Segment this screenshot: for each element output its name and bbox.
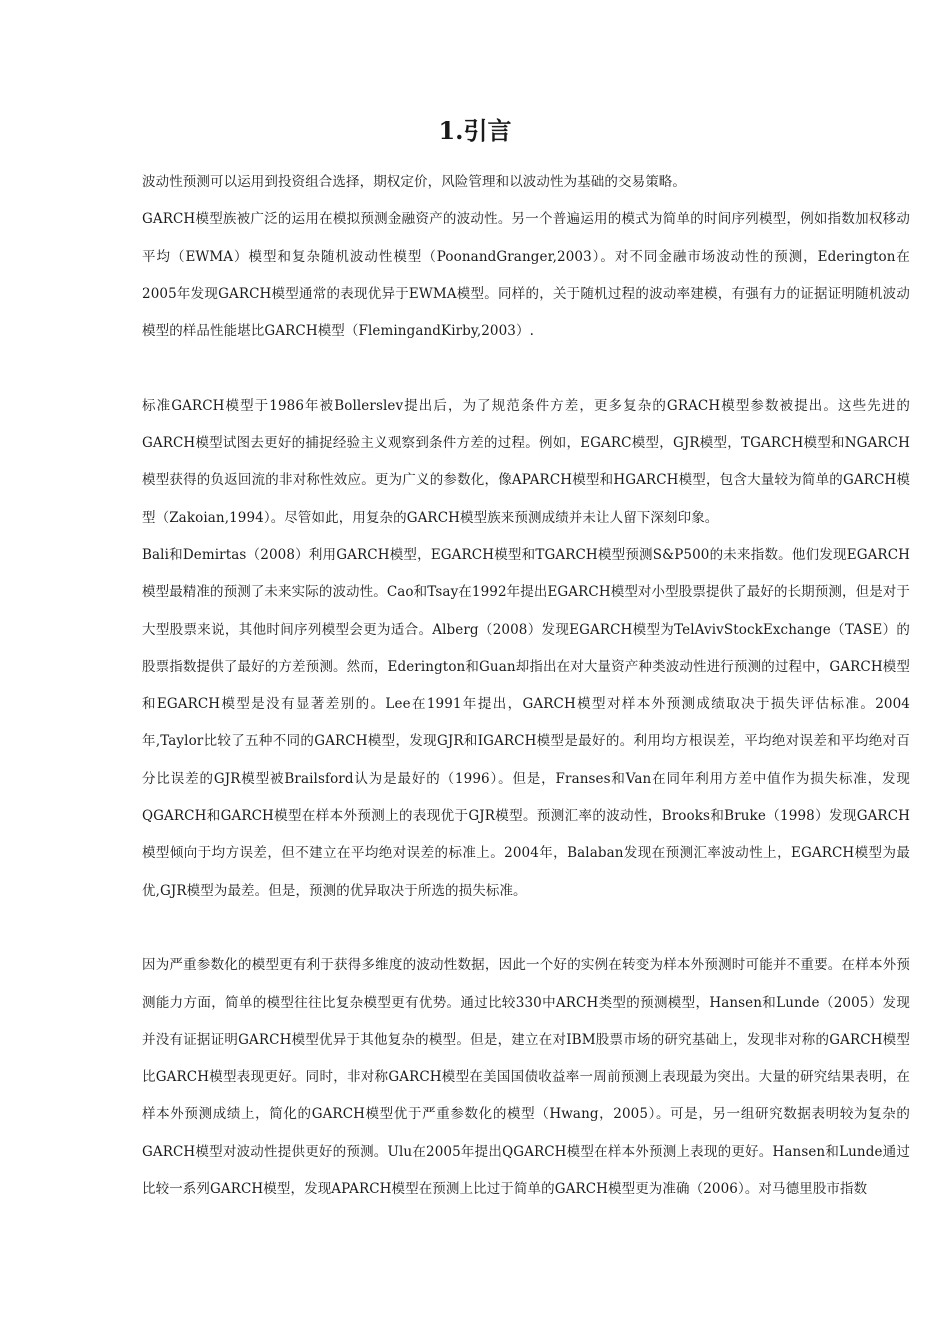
- paragraph-4: Bali和Demirtas（2008）利用GARCH模型，EGARCH模型和TGARCH模型预测S&P500的未来指数。他们发现EGARCH模型最精准的预测了未来实际的波动性。Cao和Tsay在1992年提出EGARCH模型对小型股票提供了最好的长期预测，但是对于大型股票来说，其他时间序列模型会更为适合。Alberg（2008）发现EGARCH模型为TelAvivStockExchange（TASE）的股票指数提供了最好的方差预测。然而，Ederington和Guan却指出在对大量资产种类波动性进行预测的过程中，GARCH模型和EGARCH模型是没有显著差别的。Lee在1991年提出，GARCH模型对样本外预测成绩取决于损失评估标准。2004年,Taylor比较了五种不同的GARCH模型，发现GJR和IGARCH模型是最好的。利用均方根误差，平均绝对误差和平均绝对百分比误差的GJR模型被Brailsford认为是最好的（1996）。但是，Franses和Van在同年利用方差中值作为损失标准，发现QGARCH和GARCH模型在样本外预测上的表现优于GJR模型。预测汇率的波动性，Brooks和Bruke（1998）发现GARCH模型倾向于均方误差，但不建立在平均绝对误差的标准上。2004年，Balaban发现在预测汇率波动性上，EGARCH模型为最优,GJR模型为最差。但是，预测的优异取决于所选的损失标准。: [142, 546, 910, 899]
- paragraph-1: 波动性预测可以运用到投资组合选择，期权定价，风险管理和以波动性为基础的交易策略。: [142, 174, 686, 190]
- paragraph-5: 因为严重参数化的模型更有利于获得多维度的波动性数据，因此一个好的实例在转变为样本外预测时可能并不重要。在样本外预测能力方面，简单的模型往往比复杂模型更有优势。通过比较330中ARCH类型的预测模型，Hansen和Lunde（2005）发现并没有证据证明GARCH模型优异于其他复杂的模型。但是，建立在对IBM股票市场的研究基础上，发现非对称的GARCH模型比GARCH模型表现更好。同时，非对称GARCH模型在美国国债收益率一周前预测上表现最为突出。大量的研究结果表明，在样本外预测成绩上，简化的GARCH模型优于严重参数化的模型（Hwang，2005）。可是，另一组研究数据表明较为复杂的GARCH模型对波动性提供更好的预测。Ulu在2005年提出QGARCH模型在样本外预测上表现的更好。Hansen和Lunde通过比较一系列GARCH模型，发现APARCH模型在预测上比过于简单的GARCH模型更为准确（2006）。对马德里股市指数: [142, 957, 910, 1198]
- page-title: 1.引言: [438, 116, 512, 145]
- paragraph-3: 标准GARCH模型于1986年被Bollerslev提出后，为了规范条件方差，更多复杂的GRACH模型参数被提出。这些先进的GARCH模型试图去更好的捕捉经验主义观察到条件方差的过程。例如，EGARC模型，GJR模型，TGARCH模型和NGARCH模型获得的负返回流的非对称性效应。更为广义的参数化，像APARCH模型和HGARCH模型，包含大量较为简单的GARCH模型（Zakoian,1994）。尽管如此，用复杂的GARCH模型族来预测成绩并未让人留下深刻印象。: [142, 397, 910, 526]
- document-body: [142, 164, 910, 1208]
- paragraph-2: GARCH模型族被广泛的运用在模拟预测金融资产的波动性。另一个普遍运用的模式为简单的时间序列模型，例如指数加权移动平均（EWMA）模型和复杂随机波动性模型（PoonandGranger,2003）。对不同金融市场波动性的预测，Ederington在2005年发现GARCH模型通常的表现优异于EWMA模型。同样的，关于随机过程的波动率建模，有强有力的证据证明随机波动模型的样品性能堪比GARCH模型（FlemingandKirby,2003）.: [142, 211, 910, 340]
